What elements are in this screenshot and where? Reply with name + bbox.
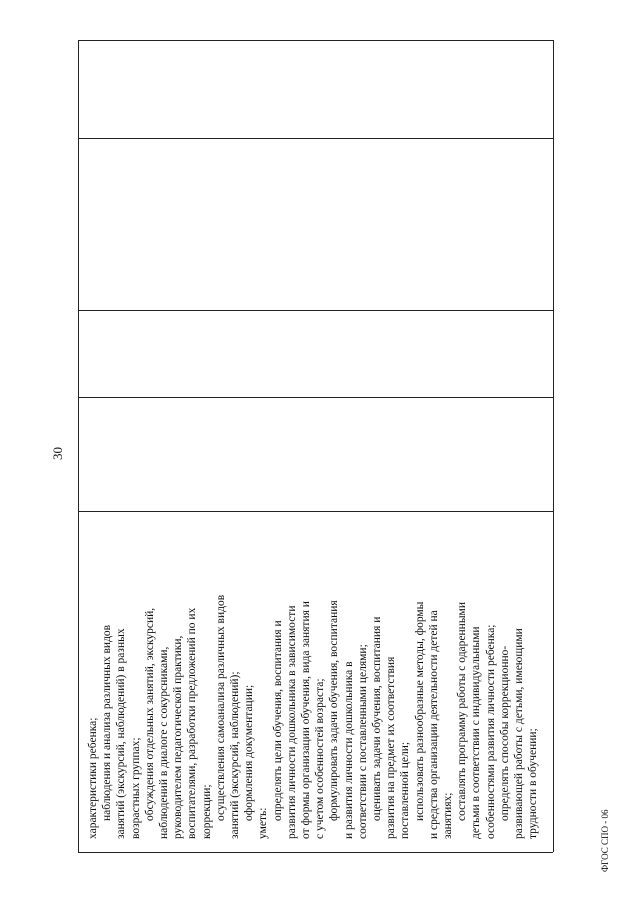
text-line: и средства организации деятельности детей на (427, 610, 440, 839)
table-border-left (78, 40, 79, 852)
text-line: наблюдения и анализа различных видов (101, 624, 114, 821)
text-line: с учетом особенностей возраста; (314, 678, 327, 839)
footer-label: ФГОС СПО - 06 (600, 809, 610, 872)
text-line: уметь: (257, 807, 270, 839)
text-line: занятий (экскурсий, наблюдений); (229, 671, 242, 839)
row-divider (78, 138, 553, 139)
text-line: формулировать задачи обучения, воспитания (328, 600, 341, 821)
text-line: определять способы коррекционно- (498, 645, 511, 821)
text-line: развития на предмет их соответствия (385, 656, 398, 839)
row-divider (78, 310, 553, 311)
text-line: составлять программу работы с одаренными (456, 602, 469, 821)
text-line: осуществления самоанализа различных видов (214, 594, 227, 821)
text-line: оформления документации; (243, 684, 256, 821)
competency-text (86, 514, 541, 839)
table-border-bottom (78, 852, 553, 853)
text-line: воспитателями, разработки предложений по их (186, 607, 199, 839)
table-border-right (553, 40, 554, 852)
text-line: наблюдений в диалоге с сокурсниками, (158, 646, 171, 839)
page-number: 30 (50, 447, 65, 460)
text-line: занятий (экскурсий, наблюдений) в разных (115, 628, 128, 839)
text-line: использовать разнообразные методы, формы (413, 601, 426, 821)
text-line: от формы организации обучения, вида занятия и (300, 601, 313, 839)
text-line: развивающей работы с детьми, имеющими (513, 628, 526, 839)
text-line: возрастных группах; (129, 737, 142, 839)
text-line: определять цели обучения, воспитания и (271, 620, 284, 821)
text-line: поставленной цели; (399, 741, 412, 839)
text-line: соответствии с поставленными целями; (356, 644, 369, 839)
table-border-top (78, 40, 553, 41)
text-line: обсуждения отдельных занятий, экскурсий, (143, 607, 156, 821)
text-line: оценивать задачи обучения, воспитания и (371, 616, 384, 821)
text-line: и развития личности дошкольника в (342, 661, 355, 839)
text-line: развития личности дошкольника в зависимости (285, 605, 298, 839)
text-line: особенностями развития личности ребенка; (484, 624, 497, 839)
text-line: коррекции; (200, 784, 213, 839)
text-line: детьми в соответствии с индивидуальными (470, 626, 483, 839)
row-divider (78, 397, 553, 398)
text-line: характеристики ребенка; (87, 717, 99, 839)
text-line: трудности в обучении; (527, 728, 540, 839)
row-divider (78, 511, 553, 512)
text-line: руководителем педагогической практики, (172, 635, 185, 839)
text-line: занятиях; (442, 792, 455, 839)
